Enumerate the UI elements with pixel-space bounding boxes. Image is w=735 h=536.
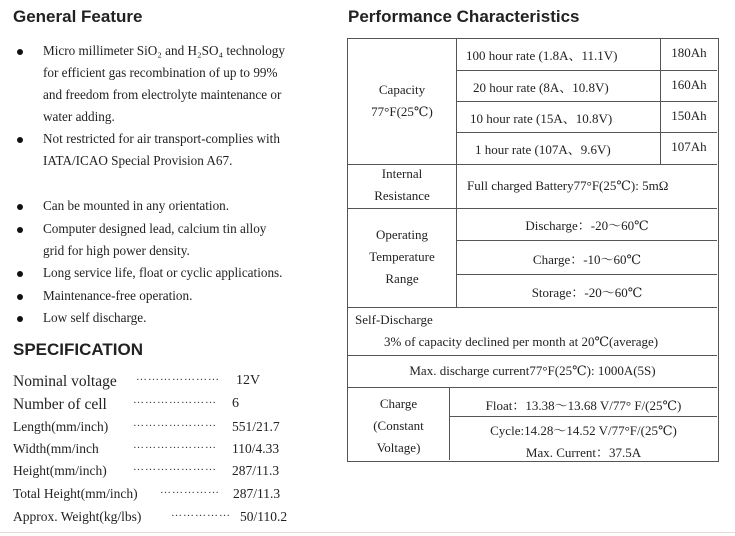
feature-text: Low self discharge. (43, 310, 147, 325)
spec-value: 287/11.3 (233, 486, 281, 501)
spec-value: 50/110.2 (240, 509, 288, 524)
feature-text: water adding. (43, 109, 115, 124)
spec-dots: ………………… (133, 461, 217, 473)
charge-temp: Charge：-10～60℃ (532, 252, 642, 267)
rate-100h: 100 hour rate (1.8A、11.1V) (466, 48, 618, 63)
capacity-temp-label: 77°F(25℃) (371, 104, 433, 119)
charge-label: Charge (379, 396, 418, 411)
rate-100h-value: 180Ah (671, 45, 707, 60)
spec-value: 551/21.7 (232, 419, 280, 434)
rate-10h: 10 hour rate (15A、10.8V) (470, 111, 613, 126)
spec-label: Length(mm/inch) (13, 419, 109, 434)
spec-row (13, 373, 343, 395)
feature-text: grid for high power density. (43, 243, 190, 258)
float-voltage: Float：13.38～13.68 V/77° F/(25℃) (485, 398, 682, 413)
feature-bullet-icon (17, 294, 23, 300)
feature-text: IATA/ICAO Special Provision A67. (43, 153, 233, 168)
spec-label: Height(mm/inch) (13, 463, 107, 478)
internal-resistance-label-2: Resistance (374, 188, 430, 203)
general-feature-title: General Feature (13, 7, 143, 26)
spec-value: 12V (236, 373, 261, 388)
feature-bullet-icon (17, 271, 23, 277)
self-discharge-label: Self-Discharge (355, 312, 433, 327)
max-charge-current: Max. Current：37.5A (525, 445, 642, 460)
feature-text: Maintenance-free operation. (43, 288, 193, 303)
internal-resistance-value: Full charged Battery77°F(25℃): 5mΩ (467, 178, 669, 193)
feature-text: Long service life, float or cyclic applications. (43, 265, 283, 280)
spec-dots: …………… (160, 484, 220, 496)
feature-text: Not restricted for air transport-complies with (43, 131, 280, 146)
rate-10h-value: 150Ah (671, 108, 707, 123)
feature-text: Can be mounted in any orientation. (43, 198, 230, 213)
spec-row (13, 509, 343, 531)
spec-row (13, 486, 343, 508)
feature-bullet-icon (17, 49, 23, 55)
spec-row (13, 441, 343, 463)
operating-label: Operating (376, 227, 428, 242)
storage-temp: Storage：-20～60℃ (531, 285, 643, 300)
cycle-voltage: Cycle:14.28～14.52 V/77°F/(25℃) (490, 423, 677, 438)
feature-text: Computer designed lead, calcium tin alloy (43, 221, 267, 236)
performance-title: Performance Characteristics (348, 7, 580, 26)
range-label: Range (385, 271, 419, 286)
internal-resistance-label: Internal (381, 166, 423, 181)
spec-dots: ………………… (136, 371, 220, 383)
spec-dots: ………………… (133, 417, 217, 429)
spec-label: Width(mm/inch (13, 441, 99, 456)
spec-label: Nominal voltage (13, 373, 117, 390)
charge-constant-label: (Constant (373, 418, 424, 433)
spec-dots: ………………… (133, 439, 217, 451)
feature-bullet-icon (17, 227, 23, 233)
spec-label: Approx. Weight(kg/lbs) (13, 509, 142, 524)
discharge-temp: Discharge：-20～60℃ (525, 218, 649, 233)
spec-row (13, 396, 343, 418)
charge-voltage-label: Voltage) (376, 440, 421, 455)
feature-text: Micro millimeter SiO₂ and H₂SO₄ technology (43, 43, 285, 58)
spec-label: Total Height(mm/inch) (13, 486, 138, 501)
rate-20h: 20 hour rate (8A、10.8V) (473, 80, 609, 95)
spec-label: Number of cell (13, 396, 107, 413)
spec-row (13, 463, 343, 485)
spec-dots: …………… (171, 507, 231, 519)
feature-bullet-icon (17, 137, 23, 143)
specification-title: SPECIFICATION (13, 340, 144, 359)
rate-1h: 1 hour rate (107A、9.6V) (475, 142, 611, 157)
feature-text: for efficient gas recombination of up to 99% (43, 65, 278, 80)
feature-text: and freedom from electrolyte maintenance or (43, 87, 282, 102)
spec-row (13, 419, 343, 441)
rate-1h-value: 107Ah (671, 139, 707, 154)
spec-value: 110/4.33 (232, 441, 280, 456)
feature-bullet-icon (17, 204, 23, 210)
rate-20h-value: 160Ah (671, 77, 707, 92)
self-discharge-value: 3% of capacity declined per month at 20℃(average) (384, 334, 659, 349)
spec-value: 287/11.3 (232, 463, 280, 478)
capacity-label: Capacity (378, 82, 426, 97)
spec-value: 6 (232, 396, 239, 411)
feature-bullet-icon (17, 316, 23, 322)
spec-dots: ………………… (133, 394, 217, 406)
max-discharge-current: Max. discharge current77°F(25℃): 1000A(5S) (409, 363, 656, 378)
temperature-label: Temperature (369, 249, 435, 264)
